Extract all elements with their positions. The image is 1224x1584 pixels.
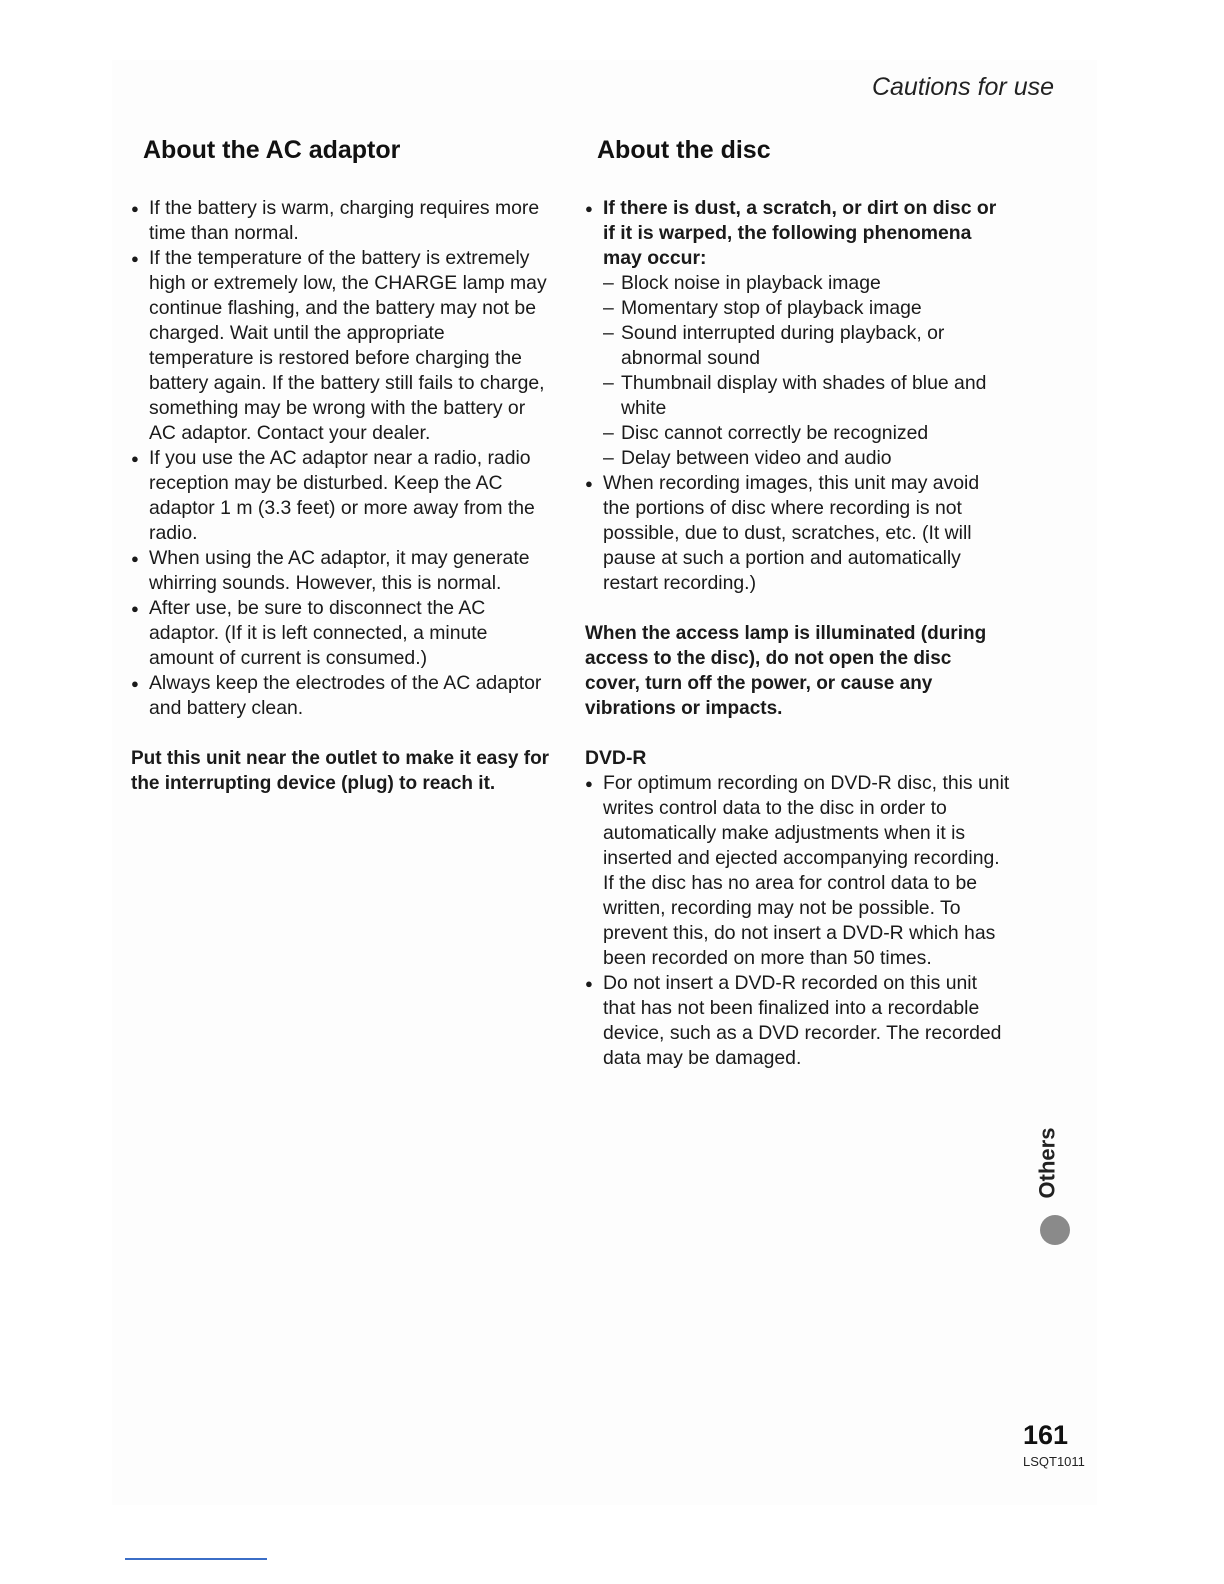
list-item: ● When using the AC adaptor, it may generate whirring sounds. However, this is normal. [131,546,551,596]
dvdr-heading: DVD-R [585,747,647,769]
dash-item: – Momentary stop of playback image [603,296,1010,321]
dash-item: – Delay between video and audio [603,446,1010,471]
disc-bullet-list [585,196,1010,596]
list-item: ● After use, be sure to disconnect the AC adaptor. (If it is left connected, a minute amount of current is consumed.) [131,596,551,671]
list-item: ● If the temperature of the battery is extremely high or extremely low, the CHARGE lamp may continue flashing, and the battery may not be charged. Wait until the appropriate temperature is restored before charging the battery again. If the battery still fails to charge, something may be wrong with the battery or AC adaptor. Contact your dealer. [131,246,551,446]
access-lamp-note: When the access lamp is illuminated (during access to the disc), do not open the disc cover, turn off the power, or cause any vibrations or impacts. [585,623,987,719]
list-item: ● When recording images, this unit may avoid the portions of disc where recording is not possible, due to dust, scratches, etc. (It will pause at such a portion and automatically restart recording.) [585,471,1010,596]
disc-phenomena-intro: If there is dust, a scratch, or dirt on disc or if it is warped, the following phenomena may occur: [603,197,997,269]
dash-item: – Block noise in playback image [603,271,1010,296]
dvdr-bullet-list [585,771,1010,1071]
right-column [585,130,1010,1071]
list-item: ● If you use the AC adaptor near a radio, radio reception may be disturbed. Keep the AC adaptor 1 m (3.3 feet) or more away from the radio. [131,446,551,546]
outlet-note: Put this unit near the outlet to make it easy for the interrupting device (plug) to reach it. [131,748,550,794]
list-item: ● For optimum recording on DVD-R disc, this unit writes control data to the disc in order to automatically make adjustments when it is inserted and ejected accompanying recording. If the disc has no area for control data to be written, recording may not be possible. To prevent this, do not insert a DVD-R which has been recorded on more than 50 times. [585,771,1010,971]
page-header-title: Cautions for use [871,73,1054,101]
list-item: ● Do not insert a DVD-R recorded on this unit that has not been finalized into a recordable device, such as a DVD recorder. The recorded data may be damaged. [585,971,1010,1071]
list-item [585,196,1010,471]
disc-heading: About the disc [597,136,771,164]
dash-item: – Sound interrupted during playback, or abnormal sound [603,321,1010,371]
others-tab-label: Others [1034,1127,1060,1199]
footer-divider [125,1558,267,1560]
others-section-tab [1032,1118,1062,1208]
dash-item: – Disc cannot correctly be recognized [603,421,1010,446]
left-column [131,130,551,796]
phenomena-dash-list [603,271,1010,471]
document-code: LSQT1011 [1023,1454,1085,1469]
page-number: 161 [1023,1420,1069,1450]
section-marker-icon [1040,1215,1070,1245]
list-item: ● Always keep the electrodes of the AC adaptor and battery clean. [131,671,551,721]
ac-adaptor-heading: About the AC adaptor [143,136,401,164]
ac-adaptor-bullet-list [131,196,551,721]
list-item: ● If the battery is warm, charging requires more time than normal. [131,196,551,246]
dash-item: – Thumbnail display with shades of blue and white [603,371,1010,421]
